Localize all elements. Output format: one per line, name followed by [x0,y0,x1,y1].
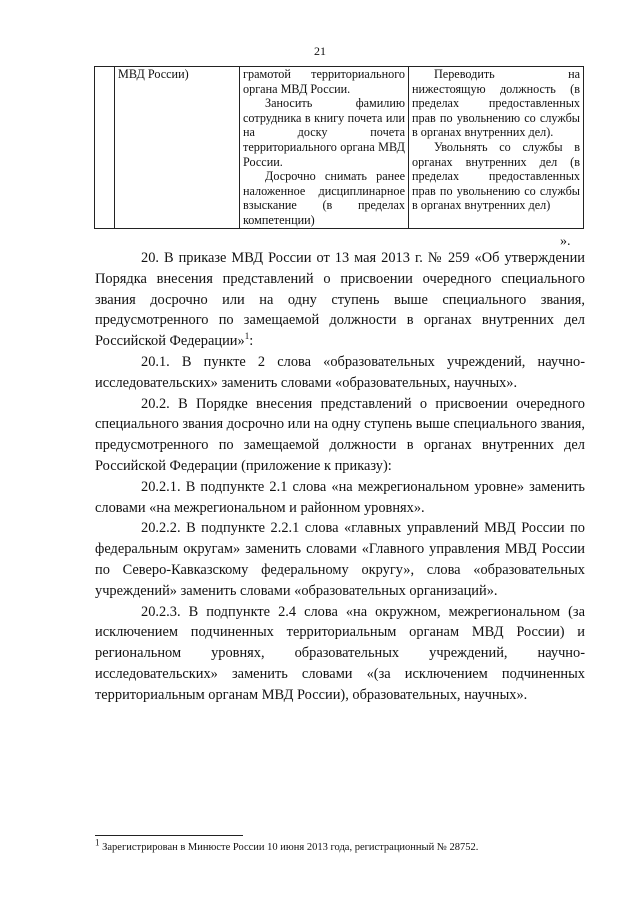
paragraph-20-2-1: 20.2.1. В подпункте 2.1 слова «на межрегиональном уровне» заменить словами «на межрегиональном и районном уровнях». [95,478,585,516]
table-cell-authority [115,67,240,229]
body-text [95,248,585,706]
paragraph-20 [95,248,585,352]
penalty-item: Переводить на нижестоящую должность (в пределах предоставленных прав по увольнению со службы в органах внутренних дел). [412,67,580,140]
footnote-number: 1 [95,837,100,848]
closing-quote: ». [560,234,571,249]
paragraph-20-2: 20.2. В Порядке внесения представлений о присвоении очередного специального звания досрочно или на одну ступень выше специального звания, предусмотренного по замещаемой должности в органах внутренних дел Российской Федерации (приложение к приказу): [95,395,585,474]
paragraph-20-1: 20.1. В пункте 2 слова «образовательных учреждений, научно-исследовательских» заменить словами «образовательных, научных». [95,353,585,391]
paragraph-text: 20. В приказе МВД России от 13 мая 2013 г. № 259 «Об утверждении Порядка внесения представлений о присвоении очередного специального звания досрочно или на одну ступень выше специального звания, предусмотренного по замещаемой должности в органах внутренних дел Российской Федерации» [95,250,585,350]
table-cell-empty [95,67,115,229]
incentive-item: Досрочно снимать ранее наложенное дисциплинарное взыскание (в пределах компетенции) [243,169,405,227]
footnote [95,837,585,854]
paragraph-20-2-3: 20.2.3. В подпункте 2.4 слова «на окружном, межрегиональном (за исключением подчиненных территориальным органам МВД России) и региональном уровнях, образовательных учреждений, научно-исследовательских» заменить словами «(за исключением подчиненных территориальным органам МВД России), образовательных, научных». [95,603,585,703]
incentive-item: Заносить фамилию сотрудника в книгу почета или на доску почета территориального органа МВД России. [243,96,405,169]
table-row [95,67,584,229]
footnote-text: Зарегистрирован в Минюсте России 10 июня 2013 года, регистрационный № 28752. [102,842,479,853]
page-number: 21 [314,44,326,58]
table-cell-incentives [240,67,409,229]
footnote-divider [95,835,243,836]
penalty-item: Увольнять со службы в органах внутренних дел (в пределах предоставленных прав по увольнению со службы в органах внутренних дел) [412,139,580,213]
continued-table [94,66,584,229]
paragraph-20-2-2: 20.2.2. В подпункте 2.2.1 слова «главных управлений МВД России по федеральным округам» заменить словами «Главного управления МВД России по Северо-Кавказскому федеральному округу», слова «образовательных учреждений» заменить словами «образовательных организаций». [95,520,585,599]
authority-text: МВД России) [118,67,189,81]
table-cell-penalties [409,67,584,229]
paragraph-tail: : [249,333,254,350]
incentive-item: грамотой территориального органа МВД России. [243,67,405,96]
footnote-marker: 1 [244,331,250,342]
